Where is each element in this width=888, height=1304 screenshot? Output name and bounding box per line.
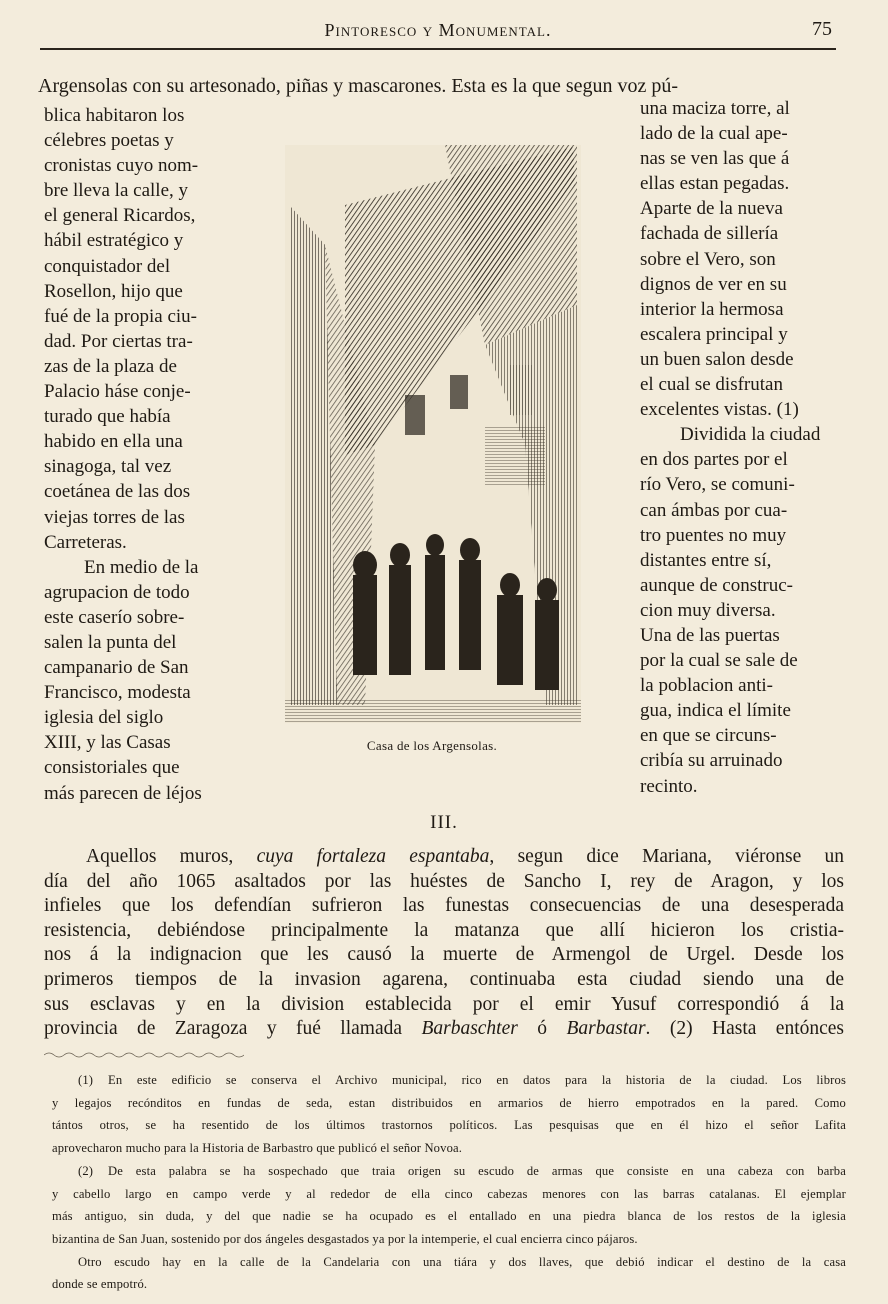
text-run: provincia de Zaragoza y fué llamada (44, 1018, 422, 1040)
text-run: . (2) Hasta entónces (645, 1018, 844, 1040)
text-line: dignos de ver en su (640, 273, 787, 295)
section-body-text (44, 845, 844, 1042)
text-line: nas se ven las que á (640, 148, 790, 170)
engraving-illustration (285, 145, 581, 723)
text-line: ellas estan pegadas. (640, 173, 790, 195)
footnote-text: tántos otros, se ha resentido de los últimos trastornos políticos. Las pesquisas que en él hizo el señor Lafita (52, 1118, 846, 1133)
footnote-line (52, 1228, 846, 1251)
text-line (44, 968, 844, 993)
footnote-text: bizantina de San Juan, sostenido por dos ángeles desgastados ya por la intemperie, el cual encierra cinco pájaros. (52, 1231, 638, 1246)
text-line: escalera principal y (640, 323, 788, 345)
footnote-text: y cabello largo en campo verde y al rededor de ella cinco cabezas menores con las barras catalanas. El ejemplar (52, 1186, 846, 1201)
text-line: consistoriales que (44, 757, 180, 779)
text-line: cronistas cuyo nom- (44, 155, 199, 177)
page-number: 75 (812, 18, 832, 40)
text-line: iglesia del siglo (44, 707, 164, 729)
right-text-column (640, 96, 852, 799)
italic-text: cuya fortaleza espantaba (256, 846, 490, 867)
text-line: Rosellon, hijo que (44, 280, 183, 302)
text-line: este caserío sobre- (44, 606, 185, 628)
text-line: Dividida la ciudad (680, 424, 821, 446)
text-line: Palacio háse conje- (44, 381, 191, 403)
opening-line: Argensolas con su artesonado, piñas y mascarones. Esta es la que segun voz pú- (38, 75, 679, 97)
text-line: agrupacion de todo (44, 581, 190, 603)
text-run: infieles que los defendían sufrieron las funestas consecuencias de una desesperada (44, 895, 844, 917)
italic-text: Barbastar (566, 1018, 646, 1040)
text-line: Francisco, modesta (44, 682, 191, 704)
text-line: salen la punta del (44, 631, 177, 653)
footnote-line (52, 1183, 846, 1206)
text-line: can ámbas por cua- (640, 499, 788, 521)
footnotes (52, 1069, 846, 1296)
footnote-text: y legajos recónditos en fundas de seda, estan distribuidos en armarios de hierro empotrados en la pared. Como (52, 1095, 846, 1110)
text-line: más parecen de léjos (44, 782, 202, 804)
text-run: resistencia, debiéndose principalmente la matanza que allí hicieron los cristia- (44, 919, 844, 941)
text-line: tro puentes no muy (640, 524, 787, 546)
text-line: en que se circuns- (640, 725, 777, 747)
text-line: interior la hermosa (640, 298, 784, 320)
text-line: dad. Por ciertas tra- (44, 330, 193, 352)
text-line: cribía su arruinado (640, 750, 783, 772)
text-line: fachada de sillería (640, 223, 779, 245)
text-line: aunque de construc- (640, 574, 793, 596)
text-line: Carreteras. (44, 531, 127, 553)
text-run: día del año 1065 asaltados por las huéstes de Sancho I, rey de Aragon, y los (44, 870, 844, 892)
text-run: ó (517, 1018, 567, 1040)
italic-text: Barbaschter (421, 1018, 518, 1040)
text-line: río Vero, se comuni- (640, 474, 795, 496)
text-line: viejas torres de las (44, 506, 185, 528)
footnote-line (52, 1160, 846, 1183)
text-line: sobre el Vero, son (640, 248, 776, 270)
text-line: el general Ricardos, (44, 205, 196, 227)
running-title: Pintoresco y Monumental. (324, 20, 552, 40)
text-line: bre lleva la calle, y (44, 180, 189, 202)
footnote-text: En este edificio se conserva el Archivo municipal, rico en datos para la historia de la ciudad. Los libros (108, 1073, 846, 1087)
text-line: turado que había (44, 406, 171, 428)
text-line: en dos partes por el (640, 449, 788, 471)
text-line: por la cual se sale de (640, 650, 798, 672)
text-line: una maciza torre, al (640, 98, 790, 119)
footnote-text: donde se empotró. (52, 1277, 148, 1292)
text-line: coetánea de las dos (44, 481, 191, 503)
text-run: sus esclavas y en la division establecida por el emir Yusuf correspondió á la (44, 993, 844, 1015)
text-line: distantes entre sí, (640, 549, 772, 571)
text-line (44, 1017, 844, 1042)
text-line (44, 943, 844, 968)
text-line: lado de la cual ape- (640, 123, 788, 145)
text-line (44, 919, 844, 944)
footnote-line (52, 1273, 846, 1296)
text-line (44, 845, 844, 870)
text-line (44, 993, 844, 1018)
text-line (44, 894, 844, 919)
text-line: XIII, y las Casas (44, 732, 171, 754)
text-line: Aparte de la nueva (640, 198, 783, 220)
text-line: En medio de la (84, 556, 199, 578)
text-line: hábil estratégico y (44, 230, 184, 252)
footnote-number: (2) (78, 1163, 94, 1178)
footnote-line (52, 1205, 846, 1228)
footnote-text: Otro escudo hay en la calle de la Candelaria con una tiára y dos llaves, que debió indicar el destino de la casa (78, 1254, 846, 1269)
text-line: un buen salon desde (640, 348, 794, 370)
text-line: campanario de San (44, 657, 189, 679)
text-line: célebres poetas y (44, 130, 174, 152)
text-line: habido en ella una (44, 431, 183, 453)
text-run: Aquellos muros, (86, 846, 257, 867)
footnote-number: (1) (78, 1073, 94, 1087)
figure-caption: Casa de los Argensolas. (366, 738, 498, 753)
footnote-text: De esta palabra se ha sospechado que traia origen su escudo de armas que consiste en una cabeza con barba (108, 1163, 846, 1178)
text-run: nos á la indignacion que les causó la muerte de Armengol de Urgel. Desde los (44, 944, 844, 966)
text-line: el cual se disfrutan (640, 374, 783, 396)
text-run: primeros tiempos de la invasion agarena, continuaba esta ciudad siendo una de (44, 968, 844, 990)
text-line (44, 870, 844, 895)
text-line: blica habitaron los (44, 105, 185, 126)
left-text-column (44, 103, 252, 806)
footnote-line (52, 1114, 846, 1137)
text-line: gua, indica el límite (640, 700, 791, 722)
text-run: , segun dice Mariana, viéronse un (489, 846, 844, 867)
text-line: zas de la plaza de (44, 355, 177, 377)
footnote-divider (44, 1050, 244, 1060)
text-line: conquistador del (44, 255, 171, 277)
footnote-text: aprovecharon mucho para la Historia de Barbastro que publicó el señor Novoa. (52, 1141, 463, 1156)
text-line: recinto. (640, 775, 698, 797)
text-line: cion muy diversa. (640, 599, 776, 621)
footnote-line (52, 1137, 846, 1160)
text-line: Una de las puertas (640, 624, 780, 646)
section-number: III. (430, 812, 458, 833)
footnote-text: más antiguo, sin duda, y del que nadie se ha ocupado es el entallado en una piedra blanca de los restos de la iglesia (52, 1209, 846, 1224)
text-line: la poblacion anti- (640, 675, 773, 697)
text-line: fué de la propia ciu- (44, 305, 197, 327)
footnote-line (52, 1069, 846, 1092)
footnote-line (52, 1092, 846, 1115)
footnote-line (52, 1251, 846, 1274)
text-line: sinagoga, tal vez (44, 456, 172, 478)
text-line: excelentes vistas. (1) (640, 399, 799, 421)
running-head (40, 18, 836, 50)
